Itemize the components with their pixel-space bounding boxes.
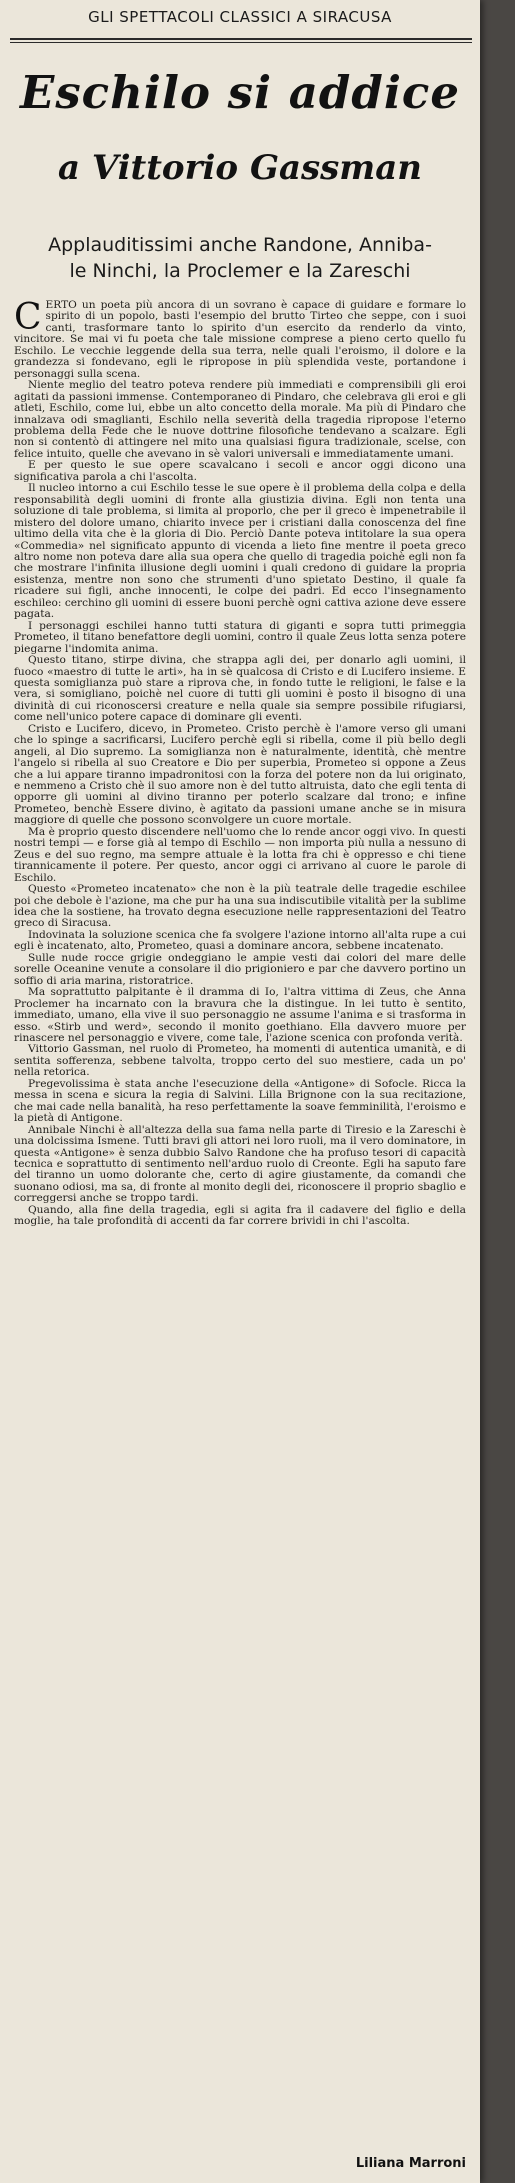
- article-paragraph: [14, 1079, 466, 1125]
- article-paragraph: [14, 297, 466, 380]
- article-paragraph: [14, 1125, 466, 1205]
- paragraph-text: Sulle nude rocce grigie ondeggiano le ampie vesti dai colori del mare delle sorelle Oceanine venute a consolare il dio prigioniero e par che davvero portino un soffio di aria marina, ristoratrice.: [14, 951, 466, 987]
- section-kicker: GLI SPETTACOLI CLASSICI A SIRACUSA: [88, 8, 392, 26]
- headline-line-1: Eschilo si addice: [20, 66, 460, 119]
- subheadline: [14, 232, 466, 284]
- article-paragraph: [14, 1044, 466, 1078]
- paragraph-text: Cristo e Lucifero, dicevo, in Prometeo. Cristo perchè è l'amore verso gli umani che lo spinge a sacrificarsi, Lucifero perchè egli si ribella, come il più bello degli angeli, al Dio supremo. La somiglianza non è naturalmente, identità, chè mentre l'angelo si ribella al suo Creatore e Dio per superbia, Prometeo si oppone a Zeus che a lui appare tiranno impadronitosi con la forza del potere non da lui originato, e nemmeno a Cristo chè il suo amore non è del tutto altruista, dato che egli tenta di opporre gli uomini al divino tiranno per poterlo scalzare dal trono; e infine Prometeo, benchè Essere divino, è agitato da passioni umane anche se in misura maggiore di quelle che possono sconvolgere un cuore mortale.: [14, 722, 466, 827]
- paragraph-text: Questo «Prometeo incatenato» che non è la più teatrale delle tragedie eschilee poi che debole è l'azione, ma che pur ha una sua indiscutibile vitalità per la sublime idea che la sostiene, ha trovato degna esecuzione nelle rappresentazioni del Teatro greco di Siracusa.: [14, 883, 466, 930]
- article-paragraph: [14, 930, 466, 953]
- paragraph-text: Il nucleo intorno a cui Eschilo tesse le sue opere è il problema della colpa e della responsabilità degli uomini di fronte alla giustizia divina. Egli non tenta una soluzione di tale problema, si limita al proporlo, che per il greco è impenetrabile il mistero del dolore umano, chiarito invece per i cristiani dalla conoscenza del fine ultimo della vita che è la gloria di Dio. Perciò Dante poteva intitolare la sua opera «Commedia» nel significato appunto di vicenda a lieto fine mentre il poeta greco altro nome non poteva dare alla sua opera che quello di tragedia poichè egli non fa che mostrare l'infinita illusione degli uomini i quali credono di guidare la propria esistenza, mentre non sono che strumenti d'uno spietato Destino, il quale fa ricadere sui figli, anche innocenti, le colpe dei padri. Ed ecco l'insegnamento eschileo: cerchino gli uomini di essere buoni perchè ogni cattiva azione deve essere pagata.: [14, 482, 466, 621]
- paragraph-text: Vittorio Gassman, nel ruolo di Prometeo, ha momenti di autentica umanità, e di sentita sofferenza, sebbene talvolta, troppo certo del suo mestiere, cada un po' nella retorica.: [14, 1043, 466, 1079]
- paragraph-text: Niente meglio del teatro poteva rendere più immediati e comprensibili gli eroi agitati da passioni immense. Contemporaneo di Pindaro, che celebrava gli eroi e gli atleti, Eschilo, come lui, ebbe un alto concetto della morale. Ma più di Pindaro che innalzava odi smaglianti, Eschilo nella severità della tragedia ripropose l'eterno problema della Fede che le nuove dottrine filosofiche tendevano a scalzare. Egli non si contentò di attingere nel mito una qualsiasi figura tradizionale, scelse, con felice intuito, quelle che avevano in sè valori universali e immediatamente umani.: [14, 379, 466, 460]
- paragraph-text: Annibale Ninchi è all'altezza della sua fama nella parte di Tiresio e la Zareschi è una dolcissima Ismene. Tutti bravi gli attori nei loro ruoli, ma il vero dominatore, in questa «Antigone» è senza dubbio Salvo Randone che ha profuso tesori di capacità tecnica e soprattutto di sentimento nell'arduo ruolo di Creonte. Egli ha saputo fare del tiranno un uomo dolorante che, certo di agire giustamente, da comandi che suonano odiosi, ma sa, di fronte al monito degli dei, riconoscere il proprio sbaglio e correggersi anche se troppo tardi.: [14, 1123, 466, 1205]
- paragraph-text: I personaggi eschilei hanno tutti statura di giganti e sopra tutti primeggia Prometeo, il titano benefattore degli uomini, contro il quale Zeus lotta senza potere piegarne l'indomita anima.: [14, 619, 466, 655]
- paragraph-text: Questo titano, stirpe divina, che strappa agli dei, per donarlo agli uomini, il fuoco «maestro di tutte le arti», ha in sè qualcosa di Cristo e di Lucifero insieme. E questa somiglianza può stare a riprova che, in fondo tutte le religioni, le false e la vera, si somigliano, poichè nel cuore di tutti gli uomini è posto il bisogno di una divinità di cui riconoscersi creature e nella quale sia sempre possibile rifugiarsi, come nell'unico potere capace di dominare gli eventi.: [14, 654, 466, 724]
- article-body: [14, 297, 466, 1228]
- headline-line-2: a Vittorio Gassman: [57, 148, 423, 188]
- paragraph-text: Indovinata la soluzione scenica che fa svolgere l'azione intorno all'alta rupe a cui egli è incatenato, alto, Prometeo, quasi a dominare ancora, sebbene incatenato.: [14, 928, 466, 953]
- article-paragraph: [14, 953, 466, 987]
- article-paragraph: [14, 987, 466, 1044]
- author-byline: Liliana Marroni: [355, 2156, 466, 2171]
- paragraph-text: Ma è proprio questo discendere nell'uomo che lo rende ancor oggi vivo. In questi nostri tempi — e forse già al tempo di Eschilo — non importa più nulla a nessuno di Zeus e del suo regno, ma sempre attuale è la lotta fra chi è oppresso e chi tiene tirannicamente il potere. Per questo, ancor oggi ci arrivano al cuore le parole di Eschilo.: [14, 825, 466, 884]
- article-paragraph: [14, 460, 466, 483]
- top-rule-thin: [10, 42, 472, 43]
- paragraph-text: E per questo le sue opere scavalcano i secoli e ancor oggi dicono una significativa parola a chi l'ascolta.: [14, 459, 466, 483]
- paragraph-text: ERTO un poeta più ancora di un sovrano è capace di guidare e formare lo spirito di un popolo, basti l'esempio del brutto Tirteo che seppe, con i suoi canti, trasformare tanto lo spirito d'un esercito da renderlo da vinto, vincitore. Se mai vi fu poeta che tale missione comprese a pieno certo quello fu Eschilo. Le vecchie leggende della sua terra, nelle quali l'eroismo, il dolore e la grandezza si fondevano, egli le ripropose in più splendida veste, portandone i personaggi sulla scena.: [14, 299, 466, 380]
- paragraph-text: Quando, alla fine della tragedia, egli si agita fra il cadavere del figlio e della moglie, ha tale profondità di accenti da far correre brividi in chi l'ascolta.: [14, 1203, 466, 1228]
- paragraph-text: Ma soprattutto palpitante è il dramma di Io, l'altra vittima di Zeus, che Anna Proclemer ha incarnato con la bravura che la distingue. In lei tutto è sentito, immediato, umano, ella vive il suo personaggio ne assume l'anima e si trasforma in esso. «Stirb und werd», secondo il monito goethiano. Ella davvero muore per rinascere nel personaggio e vivere, come tale, l'azione scenica con profonda verità.: [14, 986, 466, 1044]
- drop-cap: C: [14, 297, 42, 338]
- subhead-line-1: Applauditissimi anche Randone, Anniba-: [48, 234, 432, 256]
- article-paragraph: [14, 827, 466, 884]
- article-paragraph: [14, 655, 466, 724]
- article-paragraph: [14, 380, 466, 460]
- article-paragraph: [14, 1205, 466, 1228]
- article-paragraph: [14, 724, 466, 827]
- paragraph-text: Pregevolissima è stata anche l'esecuzione della «Antigone» di Sofocle. Ricca la messa in scena e sicura la regia di Salvini. Lilla Brignone con la sua recitazione, che mai cade nella banalità, ha reso perfettamente la soave femminilità, l'eroismo e la pietà di Antigone.: [14, 1077, 466, 1125]
- article-paragraph: [14, 483, 466, 620]
- article-paragraph: [14, 621, 466, 655]
- subhead-line-2: le Ninchi, la Proclemer e la Zareschi: [69, 260, 411, 282]
- article-paragraph: [14, 884, 466, 930]
- top-rule: [10, 38, 472, 40]
